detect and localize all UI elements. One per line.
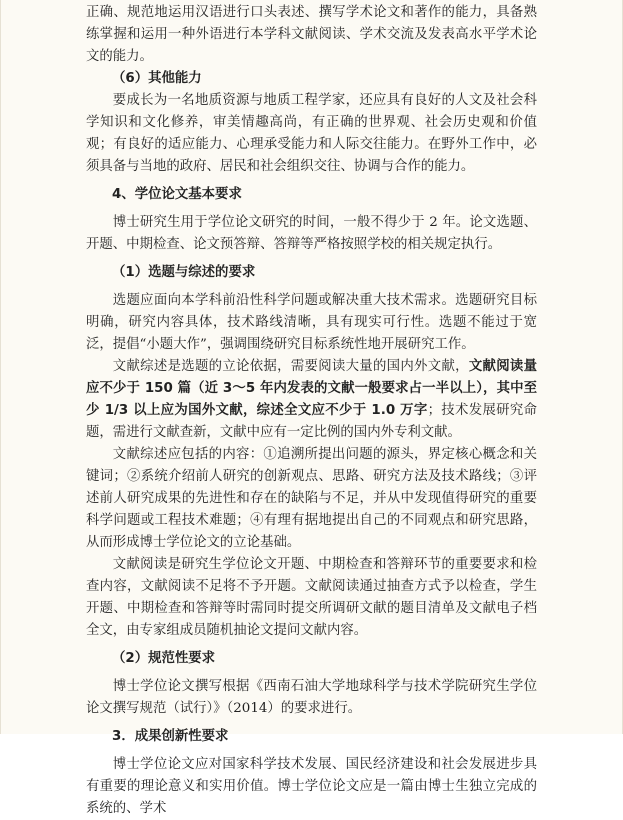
paragraph-review-contents: 文献综述应包括的内容：①追溯所提出问题的源头，界定核心概念和关键词；②系统介绍前人研究的创新观点、思路、研究方法及技术路线；③评述前人研究成果的先进性和存在的缺陷与不足，并从中发现值得研究的重要科学问题或工程技术难题；④有理有据地提出自己的不同观点和研究思路，从而形成博士学位论文的立论基础。 xyxy=(86,447,537,550)
paragraph-topic-selection: 选题应面向本学科前沿性科学问题或解决重大技术需求。选题研究目标明确，研究内容具体，技术路线清晰，具有现实可行性。选题不能过于宽泛，提倡“小题大作”，强调围绕研究目标系统性地开展研究工作。 xyxy=(86,293,537,352)
paragraph-writing-standard: 博士学位论文撰写根据《西南石油大学地球科学与技术学院研究生学位论文撰写规范（试行）》（2014）的要求进行。 xyxy=(86,679,537,716)
heading-topic-review: （1）选题与综述的要求 xyxy=(112,265,256,280)
heading-innovation-requirements: 3．成果创新性要求 xyxy=(112,729,229,744)
paragraph-literature-reading: 文献阅读是研究生学位论文开题、中期检查和答辩环节的重要要求和检查内容，文献阅读不足将不予开题。文献阅读通过抽查方式予以检查，学生开题、中期检查和答辩等时需同时提交所调研文献的题目清单及文献电子档全文，由专家组成员随机抽论文提问文献内容。 xyxy=(86,557,537,638)
paragraph-innovation: 博士学位论文应对国家科学技术发展、国民经济建设和社会发展进步具有重要的理论意义和实用价值。博士学位论文应是一篇由博士生独立完成的系统的、学术 xyxy=(86,757,537,816)
paragraph-humanities: 要成长为一名地质资源与地质工程学家，还应具有良好的人文及社会科学知识和文化修养，审美情趣高尚，有正确的世界观、社会历史观和价值观；有良好的适应能力、心理承受能力和人际交往能力。在野外工作中，必须具备与当地的政府、居民和社会组织交往、协调与合作的能力。 xyxy=(86,93,537,174)
literature-requirement-bold: 文献阅读量应不少于 150 篇（近 3～5 年内发表的文献一般要求占一半以上），其中至少 1/3 以上应为国外文献，综述全文应不少于 1.0 万字 xyxy=(86,359,538,418)
heading-other-abilities: （6）其他能力 xyxy=(112,71,202,86)
heading-standard-requirements: （2）规范性要求 xyxy=(112,651,216,666)
page-edge-left xyxy=(0,0,1,734)
heading-thesis-requirements: 4、学位论文基本要求 xyxy=(112,187,242,202)
literature-review-tail: ；技术发展研究命题，需进行文献查新，文献中应有一定比例的国内外专利文献。 xyxy=(86,403,537,440)
literature-review-intro: 文献综述是选题的立论依据，需要阅读大量的国内外文献， xyxy=(112,359,469,374)
paragraph-research-time: 博士研究生用于学位论文研究的时间，一般不得少于 2 年。论文选题、开题、中期检查、论文预答辩、答辩等严格按照学校的相关规定执行。 xyxy=(86,215,537,252)
paragraph-language-ability: 正确、规范地运用汉语进行口头表述、撰写学术论文和著作的能力，具备熟练掌握和运用一种外语进行本学科文献阅读、学术交流及发表高水平学术论文的能力。 xyxy=(86,5,537,64)
paragraph-literature-review xyxy=(86,356,537,444)
